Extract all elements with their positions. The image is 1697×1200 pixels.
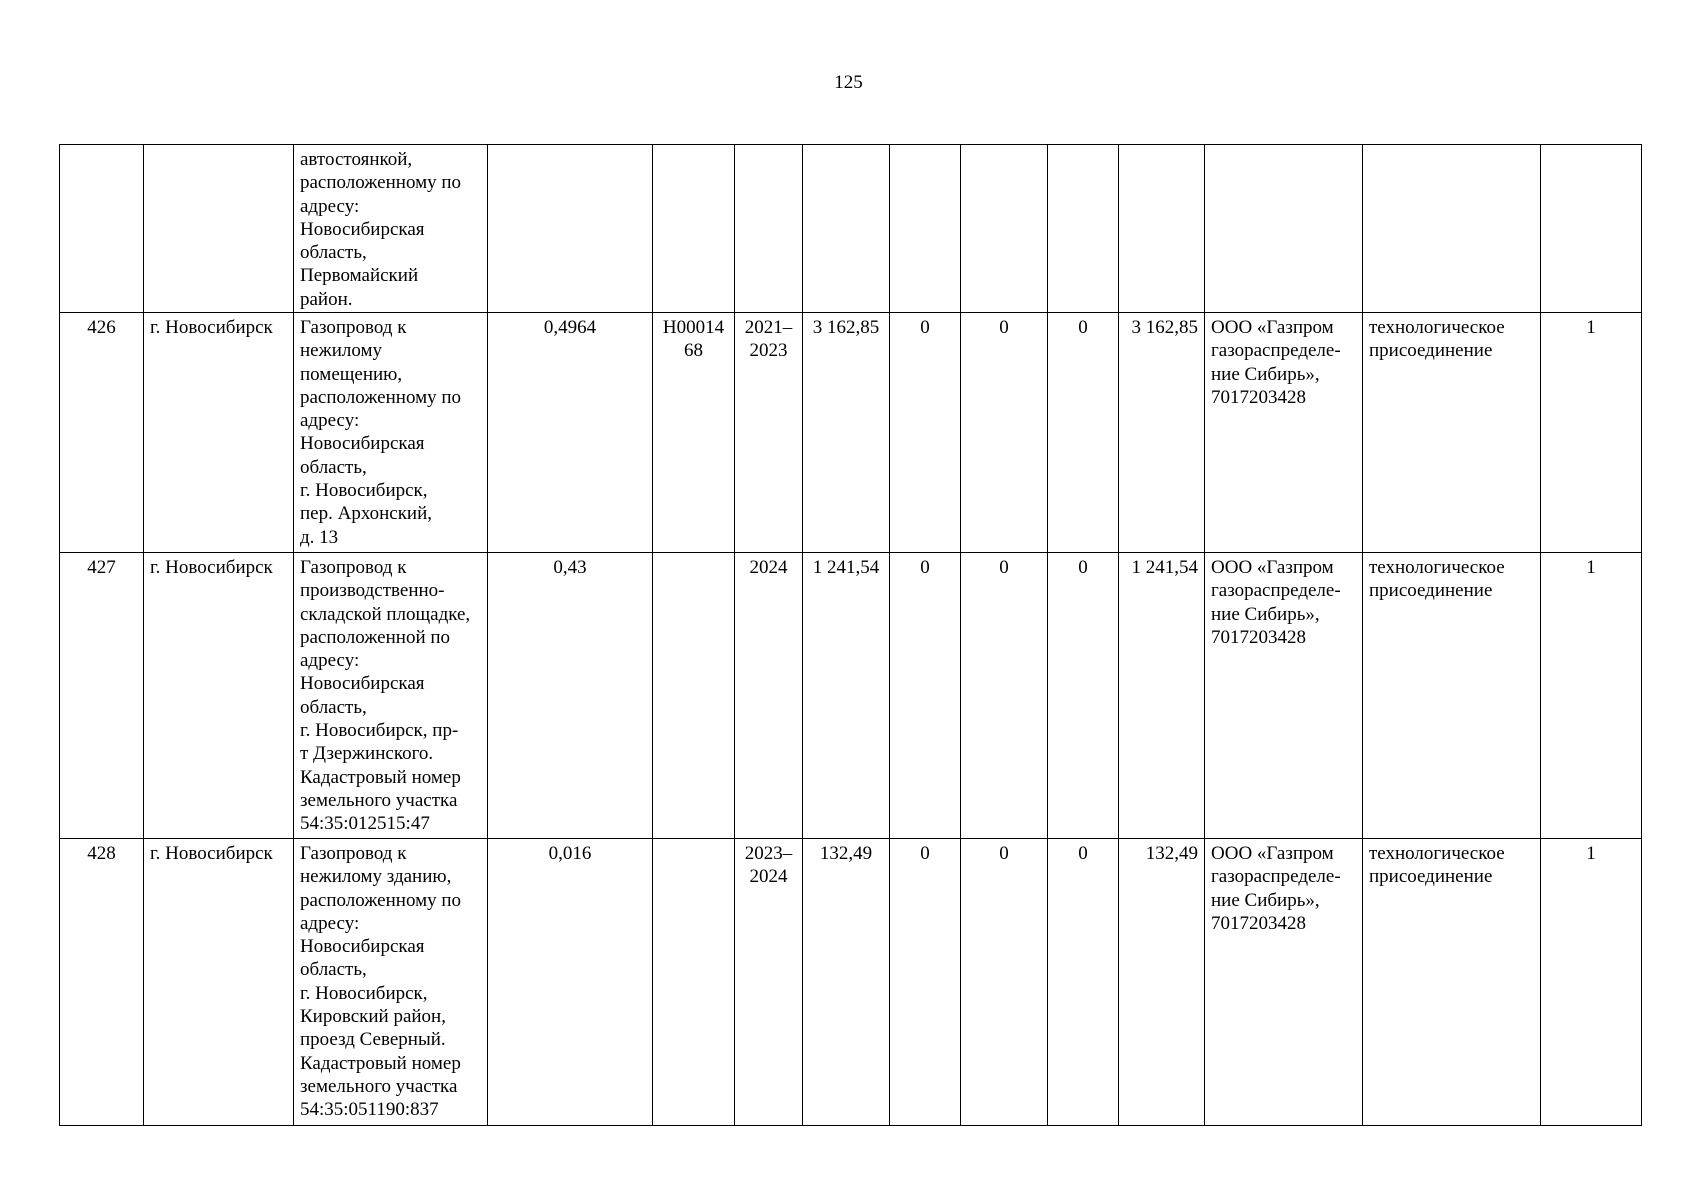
cell-organization: ООО «Газпром газораспределе- ние Сибирь», 7017203428 bbox=[1205, 313, 1363, 553]
table-row bbox=[60, 145, 1642, 313]
cell-purpose bbox=[1363, 145, 1541, 313]
cell-code bbox=[653, 145, 735, 313]
table-row bbox=[60, 553, 1642, 839]
cell-col10: 3 162,85 bbox=[1119, 313, 1205, 553]
cell-code bbox=[653, 553, 735, 839]
cell-description: Газопровод к нежилому помещению, расположенному по адресу: Новосибирская область, г. Новосибирск, пер. Архонский, д. 13 bbox=[294, 313, 488, 553]
cell-col8 bbox=[961, 145, 1048, 313]
cell-description: автостоянкой, расположенному по адресу: Новосибирская область, Первомайский район. bbox=[294, 145, 488, 313]
cell-col10 bbox=[1119, 145, 1205, 313]
cell-total: 1 241,54 bbox=[803, 553, 890, 839]
cell-col10: 1 241,54 bbox=[1119, 553, 1205, 839]
cell-years: 2021– 2023 bbox=[735, 313, 803, 553]
cell-purpose: технологическое присоединение bbox=[1363, 839, 1541, 1126]
cell-city: г. Новосибирск bbox=[144, 839, 294, 1126]
cell-col8: 0 bbox=[961, 313, 1048, 553]
page-number: 125 bbox=[834, 72, 863, 93]
cell-col8: 0 bbox=[961, 553, 1048, 839]
cell-purpose: технологическое присоединение bbox=[1363, 553, 1541, 839]
table-row bbox=[60, 839, 1642, 1126]
cell-years: 2024 bbox=[735, 553, 803, 839]
cell-organization bbox=[1205, 145, 1363, 313]
cell-num bbox=[60, 145, 144, 313]
cell-col10: 132,49 bbox=[1119, 839, 1205, 1126]
cell-num: 426 bbox=[60, 313, 144, 553]
cell-total: 3 162,85 bbox=[803, 313, 890, 553]
cell-col9: 0 bbox=[1048, 313, 1119, 553]
cell-years: 2023– 2024 bbox=[735, 839, 803, 1126]
cell-col7 bbox=[890, 145, 961, 313]
cell-value bbox=[488, 145, 653, 313]
cell-col7: 0 bbox=[890, 313, 961, 553]
cell-code: Н0001468 bbox=[653, 313, 735, 553]
cell-city: г. Новосибирск bbox=[144, 553, 294, 839]
cell-last: 1 bbox=[1541, 313, 1642, 553]
cell-value: 0,4964 bbox=[488, 313, 653, 553]
cell-city: г. Новосибирск bbox=[144, 313, 294, 553]
cell-value: 0,016 bbox=[488, 839, 653, 1126]
cell-col9: 0 bbox=[1048, 553, 1119, 839]
cell-description: Газопровод к производственно- складской площадке, расположенной по адресу: Новосибирская область, г. Новосибирск, пр- т Дзержинского. Кадастровый номер земельного участка 54:35:012515:47 bbox=[294, 553, 488, 839]
cell-col9: 0 bbox=[1048, 839, 1119, 1126]
project-table bbox=[59, 144, 1642, 1126]
cell-last bbox=[1541, 145, 1642, 313]
cell-code bbox=[653, 839, 735, 1126]
cell-col7: 0 bbox=[890, 553, 961, 839]
cell-years bbox=[735, 145, 803, 313]
cell-total: 132,49 bbox=[803, 839, 890, 1126]
cell-num: 428 bbox=[60, 839, 144, 1126]
cell-purpose: технологическое присоединение bbox=[1363, 313, 1541, 553]
cell-col9 bbox=[1048, 145, 1119, 313]
cell-col8: 0 bbox=[961, 839, 1048, 1126]
cell-organization: ООО «Газпром газораспределе- ние Сибирь», 7017203428 bbox=[1205, 839, 1363, 1126]
cell-city bbox=[144, 145, 294, 313]
cell-value: 0,43 bbox=[488, 553, 653, 839]
table-row bbox=[60, 313, 1642, 553]
cell-organization: ООО «Газпром газораспределе- ние Сибирь», 7017203428 bbox=[1205, 553, 1363, 839]
cell-col7: 0 bbox=[890, 839, 961, 1126]
cell-last: 1 bbox=[1541, 553, 1642, 839]
cell-total bbox=[803, 145, 890, 313]
cell-num: 427 bbox=[60, 553, 144, 839]
cell-last: 1 bbox=[1541, 839, 1642, 1126]
cell-description: Газопровод к нежилому зданию, расположенному по адресу: Новосибирская область, г. Новосибирск, Кировский район, проезд Северный. Кадастровый номер земельного участка 54:35:051190:837 bbox=[294, 839, 488, 1126]
